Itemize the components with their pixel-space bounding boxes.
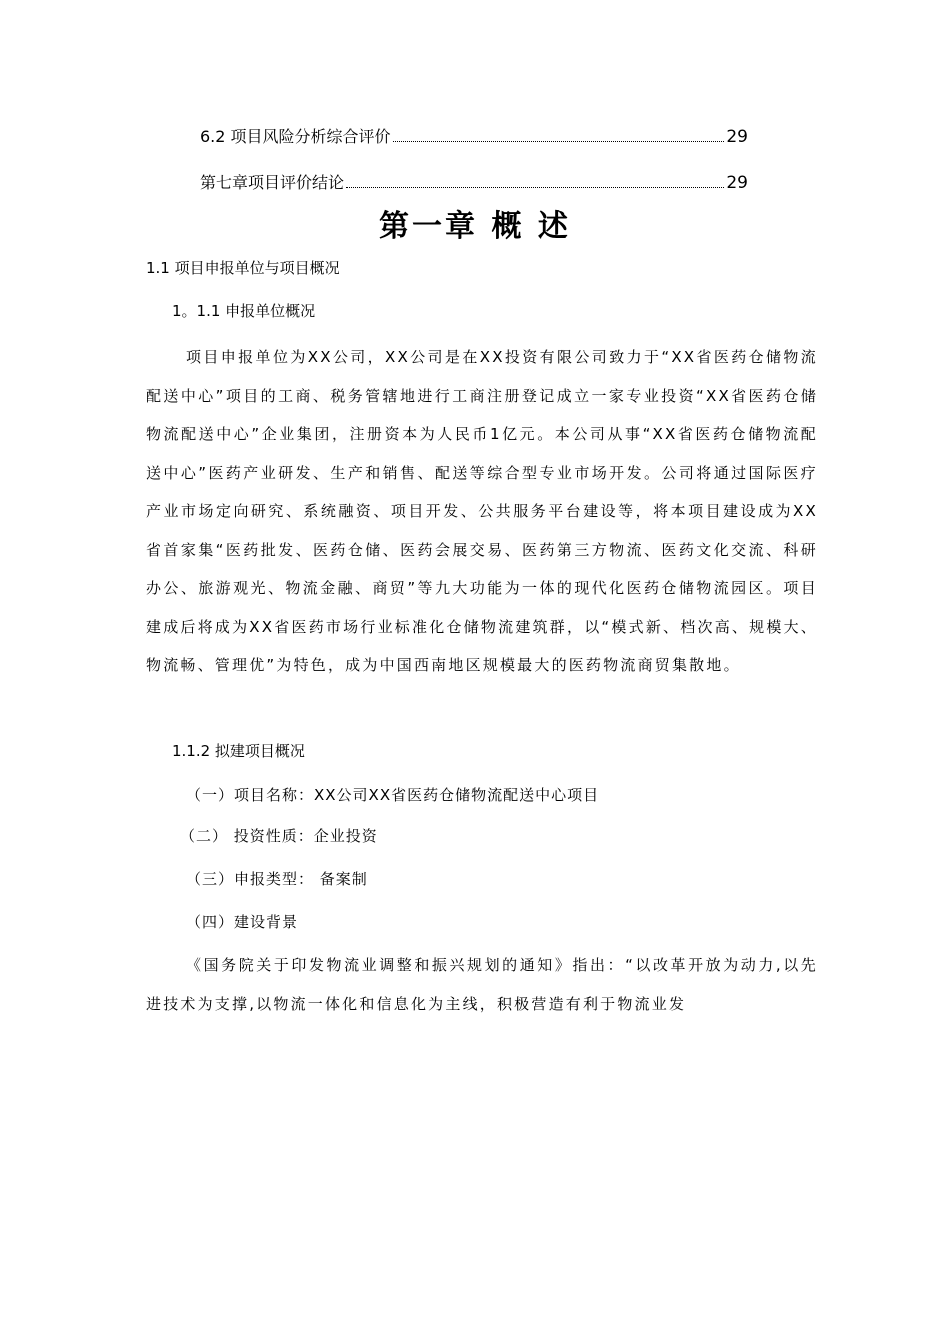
toc-page-number: 29 (726, 173, 748, 193)
section-heading-1-1: 1.1 项目申报单位与项目概况 (146, 259, 340, 277)
company-overview-paragraph: 项目申报单位为XX公司，XX公司是在XX投资有限公司致力于“XX省医药仓储物流配送中心”项目的工商、税务管辖地进行工商注册登记成立一家专业投资“XX省医药仓储物流配送中心”企业集团，注册资本为人民币1亿元。本公司从事“XX省医药仓储物流配送中心”医药产业研发、生产和销售、配送等综合型专业市场开发。公司将通过国际医疗产业市场定向研究、系统融资、项目开发、公共服务平台建设等，将本项目建设成为XX省首家集“医药批发、医药仓储、医药会展交易、医药第三方物流、医药文化交流、科研办公、旅游观光、物流金融、商贸”等九大功能为一体的现代化医药仓储物流园区。项目建成后将成为XX省医药市场行业标准化仓储物流建筑群，以“模式新、档次高、规模大、物流畅、管理优”为特色，成为中国西南地区规模最大的医药物流商贸集散地。 (146, 348, 818, 674)
toc-entry-6-2[interactable] (200, 126, 748, 148)
toc-page-number: 29 (726, 127, 748, 147)
toc-leader-dots (346, 186, 724, 188)
investment-nature-item: （二） 投资性质：企业投资 (180, 827, 378, 845)
declaration-type-item: （三）申报类型： 备案制 (186, 870, 368, 888)
chapter-title: 第一章 概 述 (379, 209, 571, 244)
toc-entry-label: 第七章项目评价结论 (200, 173, 345, 192)
project-name-item: （一）项目名称：XX公司XX省医药仓储物流配送中心项目 (186, 786, 600, 804)
section-heading-1-1-1: 1。1.1 申报单位概况 (172, 302, 316, 320)
toc-entry-label: 6.2 项目风险分析综合评价 (200, 127, 391, 146)
section-heading-1-1-2: 1.1.2 拟建项目概况 (172, 742, 305, 760)
toc-entry-chapter-7[interactable] (200, 172, 748, 194)
background-paragraph: 《国务院关于印发物流业调整和振兴规划的通知》指出：“以改革开放为动力,以先进技术为支撑,以物流一体化和信息化为主线，积极营造有利于物流业发 (146, 956, 818, 1013)
toc-leader-dots (393, 140, 725, 142)
construction-background-item: （四）建设背景 (186, 913, 299, 931)
